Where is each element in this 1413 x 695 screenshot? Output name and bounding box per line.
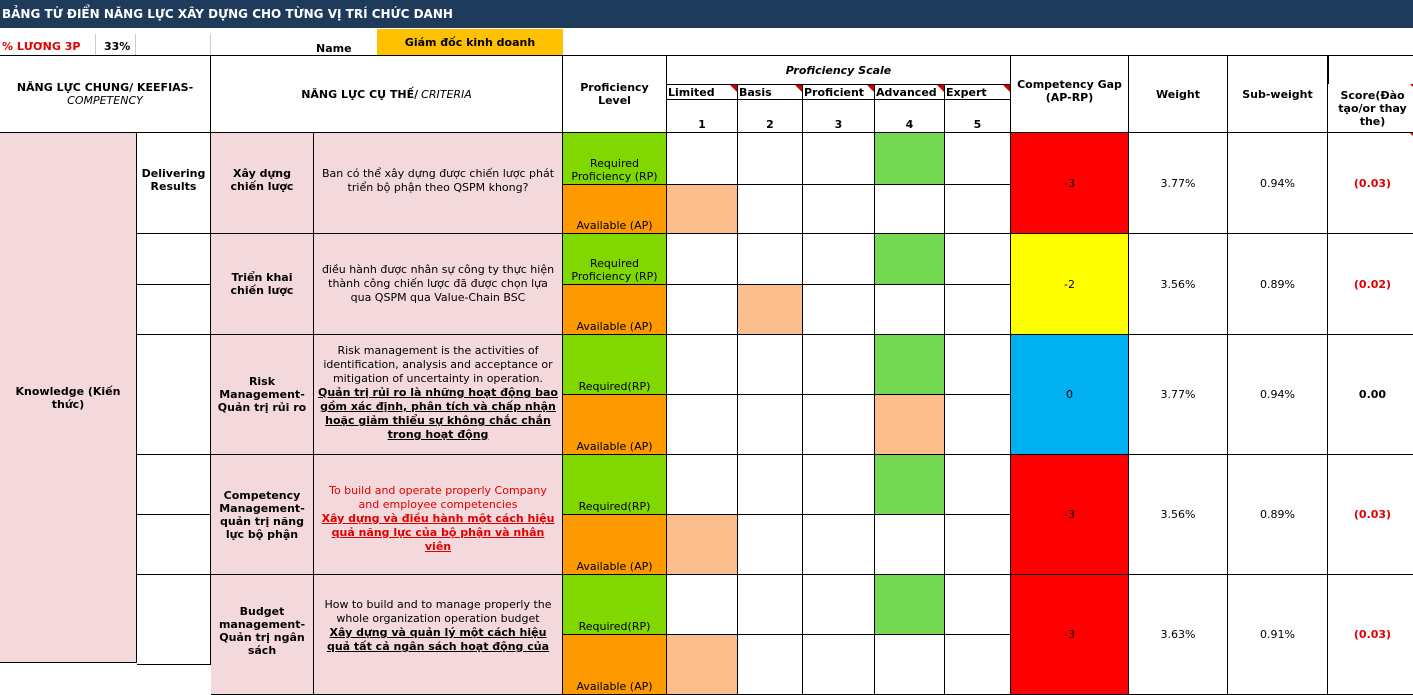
scale-cell[interactable] [945,455,1011,515]
ap-label[interactable]: Available (AP) [563,285,667,335]
ap-label[interactable]: Available (AP) [563,395,667,455]
group-delivering-results: Delivering Results [137,133,211,234]
scale-cell[interactable] [875,635,945,695]
empty-cell [137,335,211,455]
scale-label-proficient: Proficient [803,85,875,100]
score-value[interactable]: (0.03) [1328,455,1413,575]
scale-cell-ap[interactable] [667,515,738,575]
scale-number-1: 1 [667,100,738,133]
scale-cell-ap[interactable] [738,285,803,335]
scale-cell[interactable] [945,285,1011,335]
scale-cell[interactable] [667,335,738,395]
scale-label-limited: Limited [667,85,738,100]
scale-cell-ap[interactable] [667,635,738,695]
scale-cell[interactable] [667,455,738,515]
row-criteria[interactable]: điều hành được nhân sự công ty thực hiện thành công chiến lược đã được chọn lựa qua QSPM qua Value-Chain BSC [314,234,563,335]
row-criteria[interactable]: To build and operate properly Company and employee competencies Xây dựng và điều hành một cách hiệu quả năng lực của bộ phận và nhân viên [314,455,563,575]
scale-cell[interactable] [803,335,875,395]
subweight-value[interactable]: 0.94% [1228,335,1328,455]
subweight-value[interactable]: 0.94% [1228,133,1328,234]
scale-cell-rp[interactable] [875,133,945,185]
ap-label[interactable]: Available (AP) [563,185,667,234]
scale-cell[interactable] [803,455,875,515]
scale-cell[interactable] [738,133,803,185]
scale-cell[interactable] [875,285,945,335]
row-criteria[interactable]: How to build and to manage properly the whole organization operation budget Xây dựng và quản lý một cách hiệu quả tất cả ngân sách hoạt động của [314,575,563,695]
row-name[interactable]: Xây dựng chiến lược [211,133,314,234]
header-proficiency-level: Proficiency Level [563,56,667,133]
scale-cell[interactable] [738,455,803,515]
scale-label-basis: Basis [738,85,803,100]
row-name[interactable]: Budget management- Quản trị ngân sách [211,575,314,695]
empty-cell [137,515,211,575]
scale-cell-rp[interactable] [875,455,945,515]
scale-number-3: 3 [803,100,875,133]
scale-cell-ap[interactable] [667,185,738,234]
scale-cell[interactable] [945,185,1011,234]
scale-cell[interactable] [667,395,738,455]
scale-cell[interactable] [738,395,803,455]
scale-cell[interactable] [667,234,738,285]
scale-cell[interactable] [738,635,803,695]
scale-cell[interactable] [803,185,875,234]
rp-label[interactable]: Required Proficiency (RP) [563,133,667,185]
scale-cell[interactable] [667,285,738,335]
ap-label[interactable]: Available (AP) [563,635,667,695]
rp-label[interactable]: Required(RP) [563,575,667,635]
rp-label[interactable]: Required Proficiency (RP) [563,234,667,285]
score-value[interactable]: 0.00 [1328,335,1413,455]
scale-cell[interactable] [803,575,875,635]
scale-cell-rp[interactable] [875,335,945,395]
subweight-value[interactable]: 0.91% [1228,575,1328,695]
empty-cell [137,234,211,285]
percent-label[interactable]: % LƯƠNG 3P [2,40,81,53]
row-name[interactable]: Triển khai chiến lược [211,234,314,335]
row-criteria[interactable]: Risk management is the activities of identification, analysis and acceptance or mitigation of uncertainty in operation. Quản trị rủi ro là những hoạt động bao gồm xác định, phân tích và chấp nhận hoặc giảm thiểu sự không chắc chắn trong hoạt động [314,335,563,455]
scale-cell-rp[interactable] [875,575,945,635]
empty-cell [137,455,211,515]
scale-cell[interactable] [738,515,803,575]
header-score: Score(Đào tạo/or thay the) [1328,84,1413,133]
sheet-title: BẢNG TỪ ĐIỂN NĂNG LỰC XÂY DỰNG CHO TỪNG VỊ TRÍ CHỨC DANH [0,0,1413,28]
row-criteria[interactable]: Ban có thể xây dựng được chiến lược phát triển bộ phận theo QSPM khong? [314,133,563,234]
score-value[interactable]: (0.03) [1328,575,1413,695]
row-name[interactable]: Competency Management- quản trị năng lực bộ phận [211,455,314,575]
scale-number-2: 2 [738,100,803,133]
scale-cell[interactable] [945,635,1011,695]
name-label[interactable]: Name [316,42,352,55]
gap-value[interactable]: -3 [1011,133,1129,234]
weight-value[interactable]: 3.63% [1129,575,1228,695]
scale-number-4: 4 [875,100,945,133]
header-proficiency-scale: Proficiency Scale [667,56,1011,85]
gap-value[interactable]: -3 [1011,455,1129,575]
header-gap: Competency Gap (AP-RP) [1011,56,1129,133]
header-criteria: NĂNG LỰC CỤ THẾ/ CRITERIA [211,56,563,133]
scale-cell[interactable] [803,285,875,335]
scale-cell[interactable] [945,575,1011,635]
header-subweight: Sub-weight [1228,56,1328,133]
scale-cell[interactable] [945,335,1011,395]
scale-cell[interactable] [945,515,1011,575]
weight-value[interactable]: 3.77% [1129,133,1228,234]
scale-cell[interactable] [738,234,803,285]
scale-cell-ap[interactable] [875,395,945,455]
scale-cell[interactable] [945,133,1011,185]
scale-cell[interactable] [738,335,803,395]
gap-value[interactable]: 0 [1011,335,1129,455]
scale-label-expert: Expert [945,85,1011,100]
empty-cell [137,285,211,335]
scale-cell[interactable] [738,185,803,234]
scale-cell[interactable] [945,234,1011,285]
weight-value[interactable]: 3.56% [1129,455,1228,575]
scale-cell[interactable] [803,234,875,285]
scale-cell[interactable] [803,395,875,455]
scale-cell[interactable] [803,133,875,185]
score-value[interactable]: (0.03) [1328,133,1413,234]
subweight-value[interactable]: 0.89% [1228,234,1328,335]
scale-cell[interactable] [803,635,875,695]
percent-value[interactable]: 33% [104,40,131,53]
scale-number-5: 5 [945,100,1011,133]
gap-value[interactable]: -3 [1011,575,1129,695]
rp-label[interactable]: Required(RP) [563,455,667,515]
empty-cell [137,575,211,665]
header-weight: Weight [1129,56,1228,133]
weight-value[interactable]: 3.56% [1129,234,1228,335]
name-value[interactable]: Giám đốc kinh doanh [377,29,563,55]
header-competency: NĂNG LỰC CHUNG/ KEEFIAS- COMPETENCY [0,56,211,133]
gap-value[interactable]: -2 [1011,234,1129,335]
score-value[interactable]: (0.02) [1328,234,1413,335]
scale-cell[interactable] [667,575,738,635]
scale-cell[interactable] [875,185,945,234]
weight-value[interactable]: 3.77% [1129,335,1228,455]
group-knowledge: Knowledge (Kiến thức) [0,133,137,663]
rp-label[interactable]: Required(RP) [563,335,667,395]
scale-label-advanced: Advanced [875,85,945,100]
scale-cell[interactable] [875,515,945,575]
subweight-value[interactable]: 0.89% [1228,455,1328,575]
ap-label[interactable]: Available (AP) [563,515,667,575]
row-name[interactable]: Risk Management- Quản trị rủi ro [211,335,314,455]
scale-cell[interactable] [667,133,738,185]
scale-cell-rp[interactable] [875,234,945,285]
scale-cell[interactable] [738,575,803,635]
scale-cell[interactable] [945,395,1011,455]
scale-cell[interactable] [803,515,875,575]
